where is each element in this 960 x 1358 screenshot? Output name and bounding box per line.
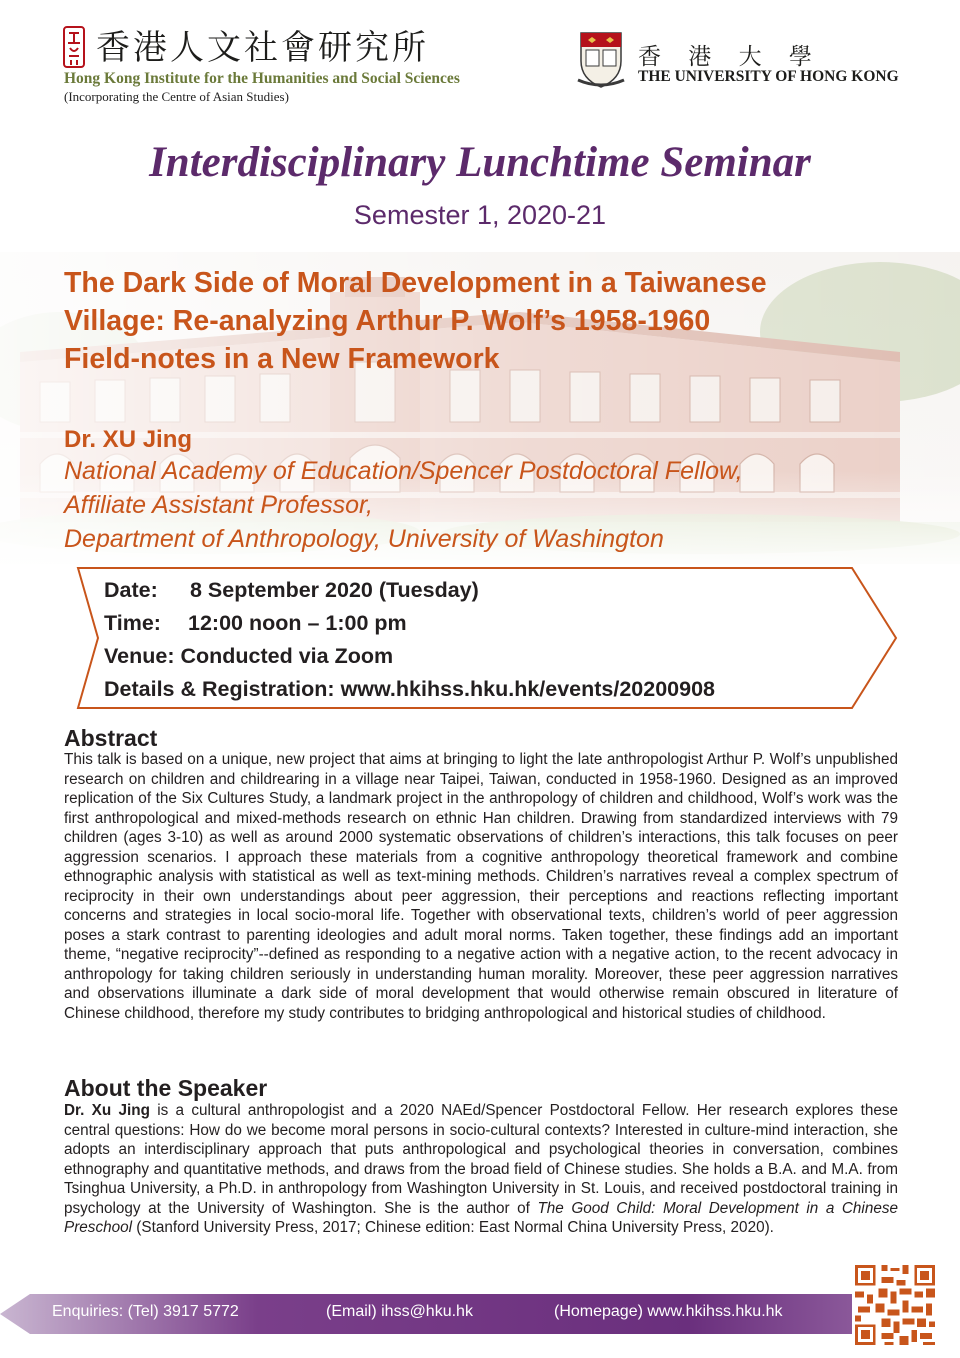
date-value: 8 September 2020 (Tuesday) [190, 578, 479, 602]
event-venue [104, 644, 393, 669]
speaker-name: Dr. XU Jing [64, 426, 193, 453]
semester-label: Semester 1, 2020-21 [353, 200, 607, 230]
venue-label: Venue: [104, 644, 175, 668]
about-text-part: (Stanford University Press, 2017; Chinese edition: East Normal China University Press, 2020). [132, 1219, 774, 1236]
university-name-english: THE UNIVERSITY OF HONG KONG [638, 68, 899, 85]
event-date [104, 578, 479, 603]
speaker-name-inline: Dr. Xu Jing [64, 1102, 150, 1119]
about-text-part: is a cultural anthropologist and a 2020 NAEd/Spencer Postdoctoral Fellow. Her research explores these central questions: How do we become moral persons in socio-cultural contexts? Interested in culture-mind interaction, she adopts an interdisciplinary approach that puts anthropological and psychological theories in conversation, combines ethnography and quantitative methods, and draws from the broad field of Chinese studies. She holds a B.A. and M.A. from Tsinghua University, a Ph.D. in anthropology from Washington University in St. Louis, and received postdoctoral training in psychology at the University of Washington. She is the author of [64, 1102, 899, 1217]
seminar-series-title: Interdisciplinary Lunchtime Seminar [149, 139, 811, 186]
speaker-affiliation-line: Affiliate Assistant Professor, [64, 491, 373, 519]
institute-subtitle: (Incorporating the Centre of Asian Studies) [64, 89, 289, 104]
university-name-chinese: 香 港 大 學 [638, 44, 822, 70]
talk-title-line: Village: Re-analyzing Arthur P. Wolf’s 1958-1960 [64, 305, 711, 337]
footer-email[interactable]: (Email) ihss@hku.hk [326, 1303, 473, 1320]
hku-crest-logo [576, 30, 626, 90]
event-registration [104, 677, 715, 702]
talk-title-line: The Dark Side of Moral Development in a Taiwanese [64, 267, 767, 299]
footer-enquiries-phone: Enquiries: (Tel) 3917 5772 [52, 1303, 239, 1320]
institute-name-chinese: 香港人文社會研究所 [96, 28, 429, 68]
footer-homepage[interactable]: (Homepage) www.hkihss.hku.hk [554, 1303, 783, 1320]
registration-link[interactable]: www.hkihss.hku.hk/events/20200908 [340, 677, 716, 701]
talk-title [64, 264, 924, 378]
abstract-heading: Abstract [64, 725, 158, 751]
time-value: 12:00 noon – 1:00 pm [188, 611, 407, 635]
talk-title-line: Field-notes in a New Framework [64, 343, 500, 375]
speaker-affiliation-line: National Academy of Education/Spencer Postdoctoral Fellow, [64, 457, 743, 485]
speaker-affiliation-line: Department of Anthropology, University of Washington [64, 525, 664, 553]
qr-code-icon[interactable] [852, 1262, 938, 1348]
abstract-text: This talk is based on a unique, new project that aims at bringing to light the late anthropologist Arthur P. Wolf’s unpublished research on children and childrearing in a village near Taipei, Taiwan, conducted in 1958-1960. Designed as an improved replication of the Six Cultures Study, a landmark project in the anthropology of children and childhood, Wolf’s work was the first anthropological and mixed-methods research on ethnic Han children. Drawing from standardized interviews with 79 children (ages 3-10) as well as around 2000 systematic observations of children’s interactions, this talk focuses on peer aggression scenarios. I approach these materials from a cognitive anthropology theoretical framework and combine ethnographic analysis with statistical as well as text-mining methods. Children’s narratives reveal a complex spectrum of reciprocity in their own understandings about peer aggression, their perceptions and reactions reflecting important concerns and strategies in local socio-moral life. Together with observational texts, children’s world of peer aggression poses a stark contrast to parenting ideologies and adult moral norms. Taken together, these findings add an important theme, “negative reciprocity”--defined as responding to a negative action with a negative action, to the recent advocacy in anthropology for taking children seriously in understanding human morality. Moreover, these peer aggression narratives and observations illuminate a dark side of moral development that would otherwise remain obscured in literature of Chinese childhood, therefore my study contributes to bridging anthropological and historical studies of childhood. [64, 751, 898, 1022]
institute-name-english: Hong Kong Institute for the Humanities and Social Sciences [64, 70, 460, 87]
venue-value: Conducted via Zoom [180, 644, 394, 668]
book-title: The Good Child: Moral Development in a Chinese Preschool [64, 1199, 898, 1236]
date-label: Date: [104, 578, 158, 602]
time-label: Time: [104, 611, 161, 635]
about-speaker-text [64, 1101, 898, 1238]
event-time [104, 611, 407, 636]
about-speaker-heading: About the Speaker [64, 1075, 268, 1101]
registration-label: Details & Registration: [104, 677, 335, 701]
hkihss-seal-logo [62, 26, 86, 68]
